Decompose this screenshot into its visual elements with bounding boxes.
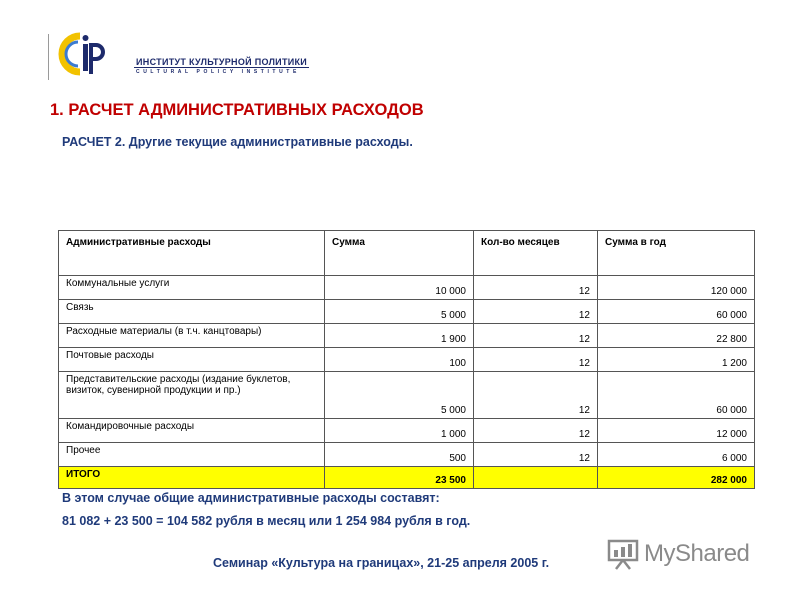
expense-name: Расходные материалы (в т.ч. канцтовары) (59, 324, 325, 348)
months-count: 12 (474, 324, 598, 348)
yearly-sum: 60 000 (598, 372, 755, 419)
cip-logo-mark-icon (56, 30, 106, 76)
total-monthly-sum: 23 500 (325, 467, 474, 489)
column-header: Кол-во месяцев (474, 231, 598, 276)
total-row (59, 467, 755, 489)
months-count: 12 (474, 300, 598, 324)
expense-name: Представительские расходы (издание буклетов, визиток, сувенирной продукции и пр.) (59, 372, 325, 419)
column-header: Административные расходы (59, 231, 325, 276)
watermark-text: MyShared (644, 540, 750, 567)
logo-underline (134, 67, 309, 68)
expense-name: Почтовые расходы (59, 348, 325, 372)
table-row (59, 300, 755, 324)
expense-name: Командировочные расходы (59, 419, 325, 443)
section-subtitle: РАСЧЕТ 2. Другие текущие административные расходы. (62, 135, 413, 149)
table-header-row (59, 231, 755, 276)
table-row (59, 324, 755, 348)
table-row (59, 276, 755, 300)
monthly-sum: 5 000 (325, 300, 474, 324)
monthly-sum: 10 000 (325, 276, 474, 300)
total-months (474, 467, 598, 489)
table-row (59, 419, 755, 443)
months-count: 12 (474, 372, 598, 419)
expense-name: Связь (59, 300, 325, 324)
yearly-sum: 6 000 (598, 443, 755, 467)
monthly-sum: 1 000 (325, 419, 474, 443)
expenses-table (58, 230, 755, 489)
table-row (59, 443, 755, 467)
expense-name: Коммунальные услуги (59, 276, 325, 300)
column-header: Сумма (325, 231, 474, 276)
months-count: 12 (474, 276, 598, 300)
watermark (606, 536, 771, 576)
months-count: 12 (474, 348, 598, 372)
table-row (59, 348, 755, 372)
logo-name: ИНСТИТУТ КУЛЬТУРНОЙ ПОЛИТИКИ (136, 57, 308, 67)
monthly-sum: 100 (325, 348, 474, 372)
column-header: Сумма в год (598, 231, 755, 276)
yearly-sum: 22 800 (598, 324, 755, 348)
summary-calculation: 81 082 + 23 500 = 104 582 рубля в месяц или 1 254 984 рубля в год. (62, 514, 471, 528)
logo-divider (48, 34, 49, 80)
page-title: 1. РАСЧЕТ АДМИНИСТРАТИВНЫХ РАСХОДОВ (50, 101, 424, 119)
yearly-sum: 120 000 (598, 276, 755, 300)
table-row (59, 372, 755, 419)
yearly-sum: 12 000 (598, 419, 755, 443)
monthly-sum: 500 (325, 443, 474, 467)
yearly-sum: 1 200 (598, 348, 755, 372)
logo-subtitle: CULTURAL POLICY INSTITUTE (136, 69, 300, 75)
yearly-sum: 60 000 (598, 300, 755, 324)
expense-name: Прочее (59, 443, 325, 467)
seminar-footer: Семинар «Культура на границах», 21-25 апреля 2005 г. (213, 556, 550, 570)
institute-logo (48, 30, 308, 80)
presentation-board-icon (606, 538, 640, 570)
months-count: 12 (474, 419, 598, 443)
months-count: 12 (474, 443, 598, 467)
total-label: ИТОГО (59, 467, 325, 489)
summary-note: В этом случае общие административные расходы составят: (62, 491, 440, 505)
total-yearly-sum: 282 000 (598, 467, 755, 489)
monthly-sum: 5 000 (325, 372, 474, 419)
monthly-sum: 1 900 (325, 324, 474, 348)
